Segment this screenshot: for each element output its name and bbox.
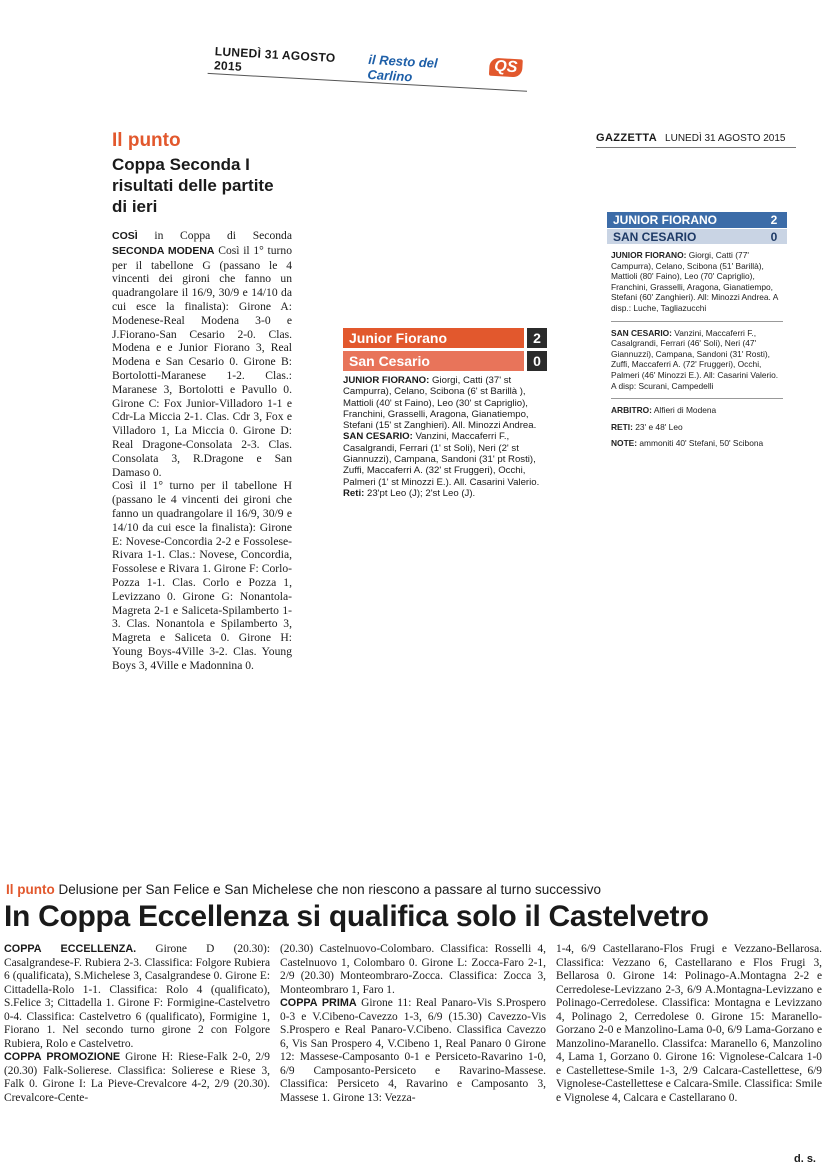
bottom-article [0, 870, 826, 1169]
col2-text-b: Girone 11: Real Panaro-Vis S.Prospero 0-3 e V.Cibeno-Cavezzo 1-3, 6/9 (15.30) Cavezzo-Vis S.Prospero e Real Panaro-V.Cibeno. Classifica Cavezzo 6, Vis San Prospero 4, V.Cibeno 1, Real Panaro 0 Girone 12: Massese-Camposanto 0-1 e Persiceto-Ravarino 1-0, 6/9 Camposanto-Persiceto e Ravarino-Massese. Classifica: Persiceto 4, Ravarino e Camposanto 3, Massese 1. Girone 13: Vezza- [280, 997, 546, 1104]
col1-text-a: Girone D (20.30): Casalgrandese-F. Rubiera 2-3. Classifica: Folgore Rubiera 6 (qualificata), S.Michelese 3, Casalgrandese 0. Girone E: Cittadella-Rolo 1-1. Classifica: Rolo 4 (qualificato), S.Felice 3; Cittadella 1. Girone F: Formigine-Castelvetro 0-4. Classifica: Castelvetro 6 (qualificato), Formigine 1, Fiorano 1. Nel secondo turno girone 2 con Folgore Rubiera, Rolo e Castelvetro. [4, 943, 270, 1050]
left-title: Coppa Seconda I risultati delle partite di ieri [112, 155, 274, 216]
gazzetta-header [596, 120, 796, 160]
col1-label-promozione: COPPA PROMOZIONE [4, 1051, 121, 1063]
lineups [343, 375, 547, 499]
gazzetta-referee-label: ARBITRO: [611, 405, 652, 416]
gazzetta-notes-label: NOTE: [611, 438, 638, 449]
away-lineup-label: SAN CESARIO: [343, 431, 413, 443]
header-date: LUNEDÌ 31 AGOSTO 2015 [213, 44, 336, 74]
qs-logo: QS [489, 58, 523, 78]
home-lineup-label: JUNIOR FIORANO: [343, 375, 430, 386]
bottom-columns [0, 935, 826, 1105]
col1-text-b: Girone H: Riese-Falk 2-0, 2/9 (20.30) Falk-Solierese. Classifica: Solierese e Riese 3, Falk 0. Girone I: La Pieve-Crevalcore 4-2, 2/9 (20.30). Crevalcore-Cente- [4, 1051, 270, 1104]
away-lineup: Vanzini, Maccaferri F., Casalgrandi, Ferrari (1' st Soli), Neri (2' st Giannuzzi), Campana, Sandoni (31' pt Rosti), Zuffi, Maccaferri A. (32' st Fruggeri), Occhi, Palmeri (1' st Minozzi E.). All. Casarini Valerio. [343, 431, 540, 488]
bottom-column-3 [556, 943, 822, 1105]
away-team-name: San Cesario [343, 351, 524, 371]
gazzetta-notes-block [607, 432, 787, 449]
header-clipping [206, 30, 530, 120]
col3-text: 1-4, 6/9 Castellarano-Flos Frugi e Vezzano-Bellarosa. Classifica: Vezzano 6, Castellarano e Flos Frugi 3, Bellarosa 0. Girone 14: Polinago-A.Montagna 2-2 e Cerredolese-Levizzano 2-3, 6/9 A.Montagna-Levizzano e Polinago-Cerredolese. Classifica: Montagna e Levizzano 4, Polinago 2, Cerredolese 0. Girone 15: Maranello-Gorzano 2-0 e Manzolino-Lama 0-0, 6/9 Lama-Gorzano e Manzolino-Maranello. Classifca: Maranello 6, Manzolino 4, Lama 1, Gorzano 0. Girone 16: Vignolese-Calcara 1-0 e Castellettese-Smile 1-3, 2/9 Calcara-Castellettese, 6/9 Vignolese-Castellettese e Calcara-Smile. Classifica: Smile e Vignolese 4, Calcara e Castellarano 0. [556, 943, 822, 1104]
header-line [208, 30, 530, 92]
gazzetta-away-lineup-block [607, 322, 787, 392]
gazzetta-away-score: 0 [770, 229, 778, 244]
gazzetta-away-lineup: Vanzini, Maccaferri F., Casalgrandi, Ferrari (46' Soli), Neri (47' Giannuzzi), Campana, Sandoni (31' Rosti), Zuffi, Maccaferri A. (72' Fruggeri), Occhi, Palmeri (46' Minozzi E.). All: Casarini Valerio. A disp: Scurani, Campedelli [611, 327, 779, 391]
gazzetta-home-lineup: Giorgi, Catti (77' Campurra), Celano, Scibona (51' Barillà), Mattioli (80' Faino), Leo (70' Capriglio), Franchini, Grasselli, Aragona, Gianatiempo, Stefani (60' Zanghieri). All: Minozzi Andrea. A disp.: Luche, Tagliazucchi [611, 250, 778, 313]
gazzetta-match-box [607, 212, 787, 524]
gazzetta-home-label: JUNIOR FIORANO: [611, 250, 687, 260]
home-score: 2 [527, 328, 547, 348]
goals-text: 23'pt Leo (J); 2'st Leo (J). [367, 487, 476, 499]
gazzetta-away-label: SAN CESARIO: [611, 327, 672, 338]
home-team-name: Junior Fiorano [343, 328, 524, 348]
left-article [112, 130, 292, 830]
col1-label-eccellenza: COPPA ECCELLENZA. [4, 943, 137, 955]
gazzetta-home-team: JUNIOR FIORANO [613, 213, 718, 227]
left-paragraph-2: Così il 1° turno per il tabellone H (passano le 4 vincenti dei gironi che fanno un quadrangolare il 16/9, 30/9 e 14/10 da cui esce la finalista): Girone E: Novese-Concordia 2-2 e Fossolese-Rivara 1-1. Clas.: Novese, Concordia, Fossolese e Rivara 1. Girone F: Corlo-Pozza 1-1. Clas. Corlo e Pozza 1, Levizzano 0. Girone G: Nonantola-Magreta 2-1 e Saliceta-Spilamberto 1-3. Clas. Nonantola e Spilamberto 3, Magreta e Saliceta 0. Girone H: Young Boys-4Ville 3-2. Clas. Young Boys 3, 4Ville e Madonnina 0. [112, 479, 292, 672]
gazzetta-paper-name: GAZZETTA [596, 132, 658, 144]
gazzetta-away-row [607, 228, 787, 244]
left-paragraph-intro [112, 229, 292, 479]
bottom-column-2 [280, 943, 546, 1105]
gazzetta-away-team: SAN CESARIO [613, 229, 697, 244]
bottom-subhead: Delusione per San Felice e San Michelese che non riescono a passare al turno successivo [58, 882, 602, 897]
gazzetta-notes: ammoniti 40' Stefani, 50' Scibona [639, 438, 764, 449]
match-box [337, 320, 555, 582]
left-intro-text: in Coppa di Seconda [154, 229, 292, 242]
gazzetta-referee-block [607, 399, 787, 416]
left-lead-word: COSÌ [112, 230, 138, 242]
col2-text-a: (20.30) Castelnuovo-Colombaro. Classifica: Rosselli 4, Castelnuovo 1, Colombaro 0. Girone L: Zocca-Faro 2-1, 2/9 (20.30) Monteombraro-Zocca. Classifica: Zocca 3, Monteombraro 1, Faro 1. [280, 943, 546, 996]
gazzetta-home-lineup-block [607, 244, 787, 314]
col2-label-prima: COPPA PRIMA [280, 997, 357, 1009]
gazzetta-header-line [596, 120, 796, 148]
header-paper-name: il Resto del Carlino [367, 51, 439, 85]
gazzetta-home-row [607, 212, 787, 228]
home-lineup: Giorgi, Catti (37' st Campurra), Celano, Scibona (6' st Barillà ), Mattioli (40' st Faino), Leo (30' st Capriglio), Franchini, Grasselli, Aragona, Gianatiempo, Stefani (15' st Zanghieri). All. Minozzi Andrea. [343, 375, 537, 432]
bottom-kicker: Il punto [6, 882, 55, 897]
bottom-topline [0, 870, 826, 897]
left-kicker: Il punto [112, 130, 181, 151]
left-body [112, 229, 292, 673]
gazzetta-home-score: 2 [770, 213, 778, 227]
away-score: 0 [527, 351, 547, 371]
away-score-row [343, 351, 547, 371]
left-paragraph-1: Così il 1° turno per il tabellone G (passano le 4 vincenti dei gironi che fanno un quadrangolare il 16/9, 30/9 e 14/10 da cui esce la finalista): Girone A: Modenese-Real Modena 3-0 e J.Fiorano-San Cesario 2-0. Clas. Modena e e Junior Fiorano 3, Real Modena e San Cesario 0. Girone B: Bortolotti-Maranese 1-2. Clas.: Maranese 3, Bortolotti e Pavullo 0. Girone C: Fox Junior-Villadoro 1-1 e Cdr-La Miccia 2-1. Clas. Cdr 3, Fox e Villadoro 1, La Miccia 0. Girone D: Real Dragone-Consolata 2-3. Clas. Consolata 3, R.Dragone e San Damaso 0. [112, 243, 292, 479]
goals-label: Reti: [343, 487, 365, 499]
gazzetta-goals-label: RETI: [611, 421, 633, 432]
bottom-column-1 [4, 943, 270, 1105]
bottom-headline: In Coppa Eccellenza si qualifica solo il Castelvetro [4, 900, 709, 933]
gazzetta-date: LUNEDÌ 31 AGOSTO 2015 [665, 133, 786, 144]
gazzetta-goals: 23' e 48' Leo [635, 421, 683, 432]
gazzetta-goals-block [607, 416, 787, 433]
signature: d. s. [793, 1153, 816, 1165]
left-section-word: SECONDA MODENA [112, 244, 215, 257]
home-score-row [343, 328, 547, 348]
gazzetta-referee: Alfieri di Modena [653, 405, 717, 416]
